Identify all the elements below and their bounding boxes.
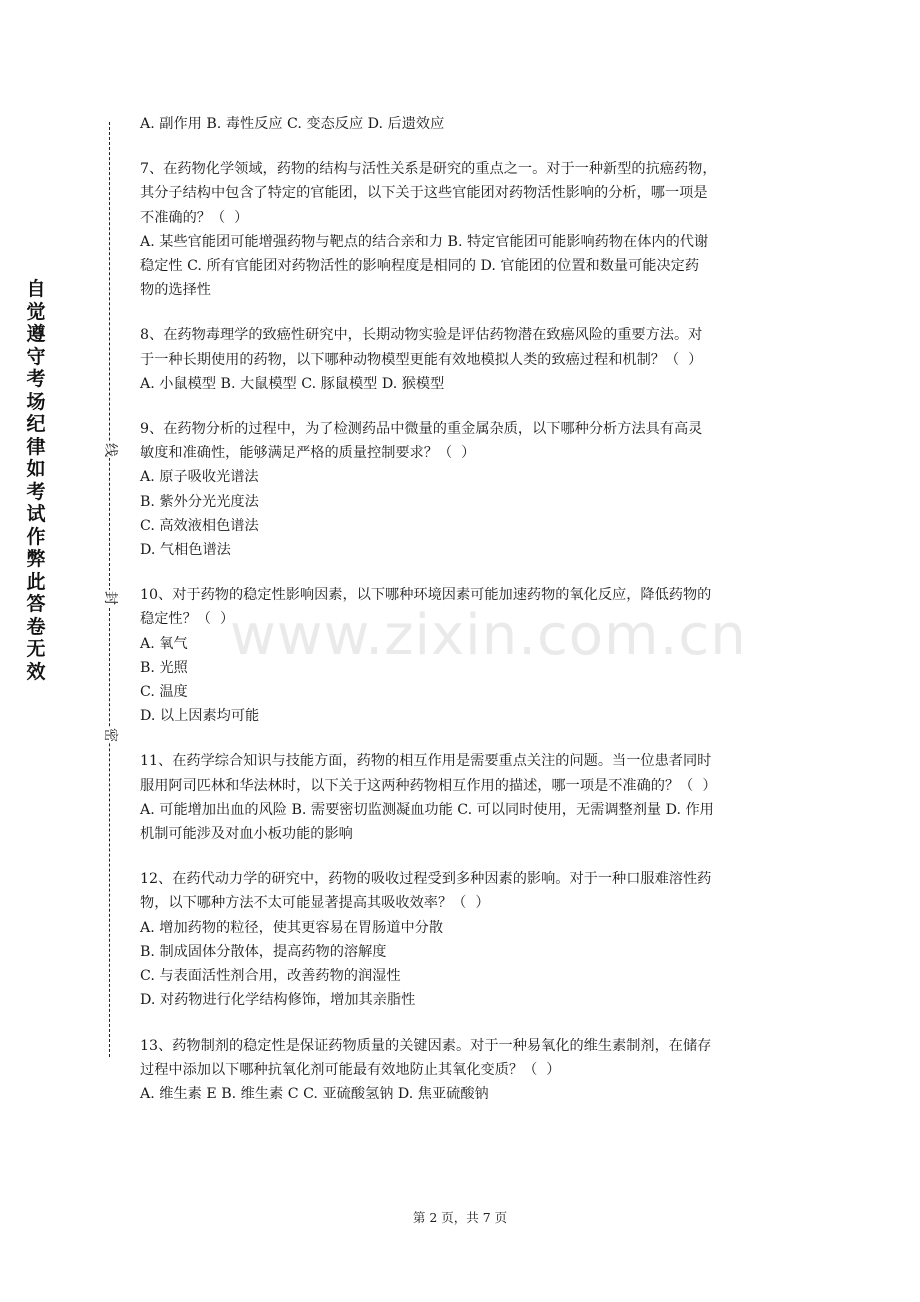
question-line: A. 增加药物的粒径，使其更容易在胃肠道中分散 [140,919,444,936]
page-footer: 第 2 页，共 7 页 [412,1210,508,1225]
question-list [140,157,780,1106]
question-9 [140,417,780,562]
question-8 [140,323,780,396]
question-line: B. 制成固体分散体，提高药物的溶解度 [140,943,387,960]
question-line: 物的选择性 [140,282,211,299]
question-line: 稳定性？（ ） [140,611,235,628]
option-line: A. 副作用 B. 毒性反应 C. 变态反应 D. 后遗效应 [140,116,445,132]
question-line: B. 紫外分光光度法 [140,493,259,510]
question-line: D. 对药物进行化学结构修饰，增加其亲脂性 [140,992,416,1009]
exam-content [140,112,780,1106]
question-line: 其分子结构中包含了特定的官能团，以下关于这些官能团对药物活性影响的分析，哪一项是 [140,185,708,202]
question-line: A. 氧气 [140,635,188,652]
question-line: 敏度和准确性，能够满足严格的质量控制要求？（ ） [140,445,476,462]
question-line: 13、药物制剂的稳定性是保证药物质量的关键因素。对于一种易氧化的维生素制剂，在储存 [140,1037,712,1054]
question-line: 7、在药物化学领域，药物的结构与活性关系是研究的重点之一。对于一种新型的抗癌药物， [140,161,717,178]
question-line: D. 气相色谱法 [140,542,231,559]
question-line: B. 光照 [140,659,188,676]
question-13 [140,1034,780,1107]
question-line: 过程中添加以下哪种抗氧化剂可能最有效地防止其氧化变质？（ ） [140,1061,561,1078]
question-line: A. 某些官能团可能增强药物与靶点的结合亲和力 B. 特定官能团可能影响药物在体内的代谢 [140,233,709,250]
question-line: C. 温度 [140,684,188,701]
question-line: 服用阿司匹林和华法林时，以下关于这两种药物相互作用的描述，哪一项是不准确的？（ ） [140,777,717,794]
question-line: A. 维生素 E B. 维生素 C C. 亚硫酸氢钠 D. 焦亚硫酸钠 [140,1085,489,1102]
question-line: 物，以下哪种方法不太可能显著提高其吸收效率？（ ） [140,895,490,912]
question-line: C. 与表面活性剂合用，改善药物的润湿性 [140,968,401,985]
question-line: A. 小鼠模型 B. 大鼠模型 C. 豚鼠模型 D. 猴模型 [140,375,445,392]
binding-label-seal: 封 [102,591,118,605]
question-line: 12、在药代动力学的研究中，药物的吸收过程受到多种因素的影响。对于一种口服难溶性药 [140,871,712,888]
question-line: A. 原子吸收光谱法 [140,469,259,486]
question-line: 8、在药物毒理学的致癌性研究中，长期动物实验是评估药物潜在致癌风险的重要方法。对 [140,327,703,344]
question-line: 稳定性 C. 所有官能团对药物活性的影响程度是相同的 D. 官能团的位置和数量可能决定药 [140,258,700,275]
question-line: C. 高效液相色谱法 [140,517,259,534]
question-line: 11、在药学综合知识与技能方面，药物的相互作用是需要重点关注的问题。当一位患者同时 [140,753,712,770]
question-11 [140,749,780,846]
watermark: www.zixin.com.cn [230,603,747,668]
exam-discipline-notice: 自觉遵守考场纪律如考试作弊此答卷无效 [26,278,46,683]
question-7 [140,157,780,302]
question-line: A. 可能增加出血的风险 B. 需要密切监测凝血功能 C. 可以同时使用，无需调整剂量 D. 作用 [140,801,714,818]
question-line: 10、对于药物的稳定性影响因素，以下哪种环境因素可能加速药物的氧化反应，降低药物的 [140,587,712,604]
question-line: 于一种长期使用的药物，以下哪种动物模型更能有效地模拟人类的致癌过程和机制？（ ） [140,351,703,368]
question-line: 机制可能涉及对血小板功能的影响 [140,826,353,843]
binding-label-secret: 密 [102,728,118,742]
question-line: 不准确的？（ ） [140,209,249,226]
prev-question-options [140,112,780,136]
question-12 [140,867,780,1012]
question-10 [140,583,780,728]
question-line: 9、在药物分析的过程中，为了检测药品中微量的重金属杂质，以下哪种分析方法具有高灵 [140,421,703,438]
binding-label-line: 线 [102,443,118,457]
question-line: D. 以上因素均可能 [140,708,260,725]
